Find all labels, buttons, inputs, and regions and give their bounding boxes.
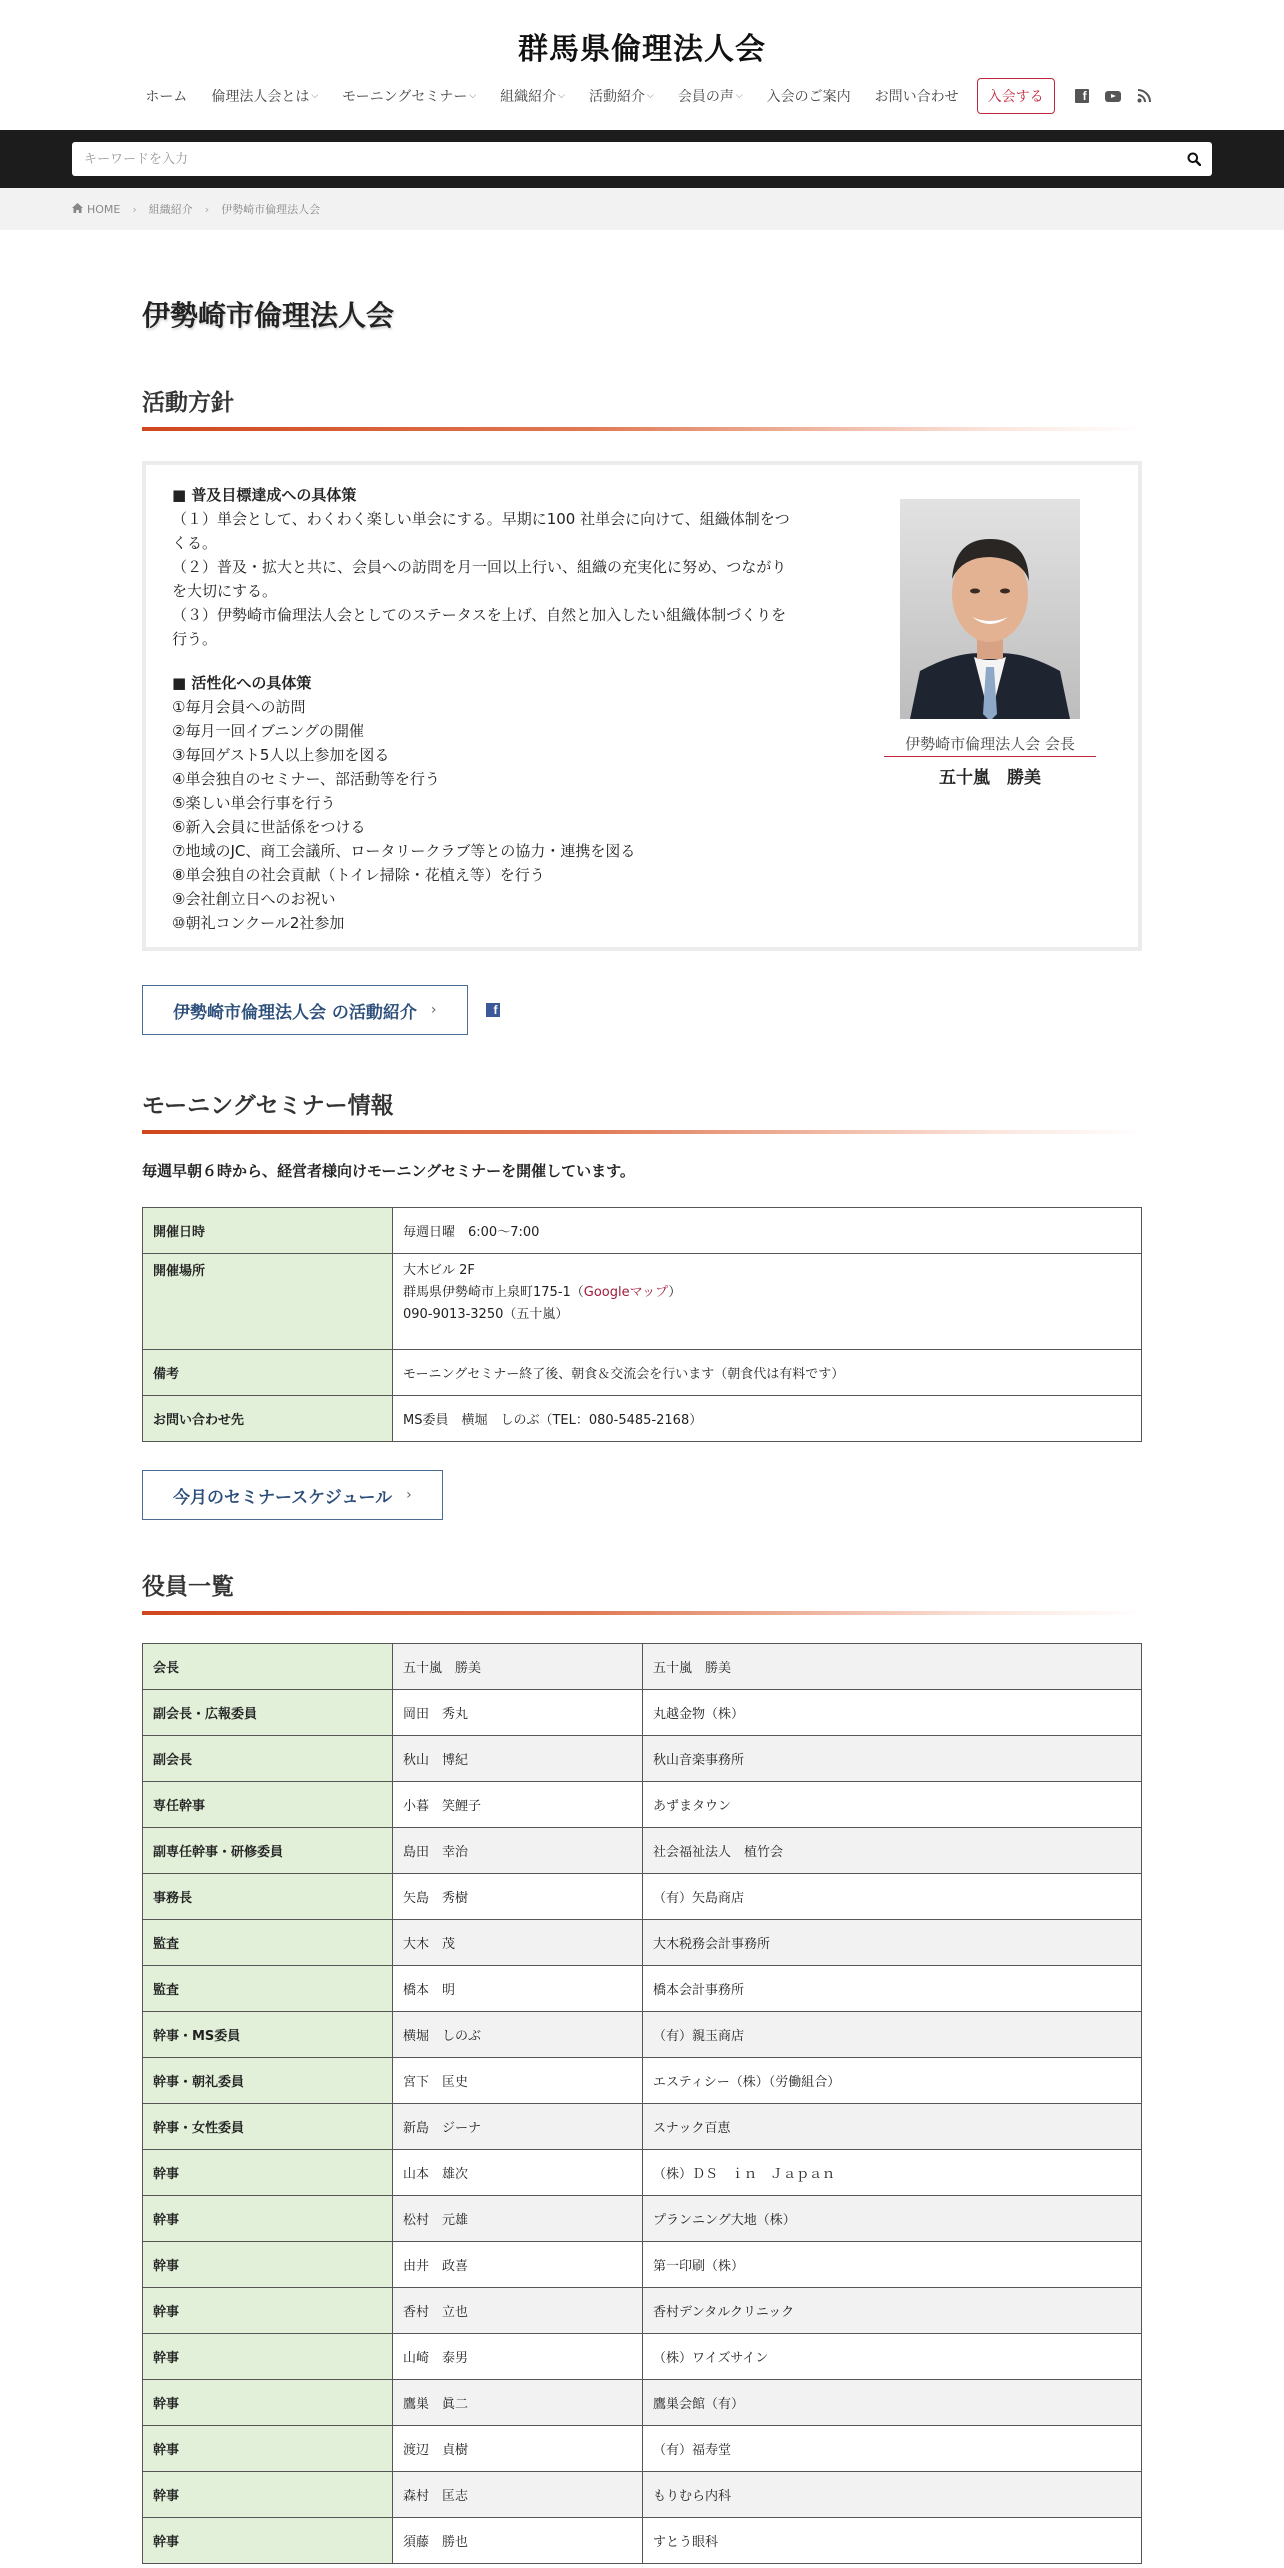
officer-organization: すとう眼科 [643, 2518, 1142, 2564]
nav-item-member-voices[interactable] [666, 86, 755, 106]
activity-link-button[interactable] [142, 985, 468, 1035]
officer-role: 幹事 [143, 2288, 393, 2334]
policy-line: ⑧単会独自の社会貢献（トイレ掃除・花植え等）を行う [172, 866, 545, 884]
table-row [143, 1396, 1142, 1442]
officer-organization: 秋山音楽事務所 [643, 1736, 1142, 1782]
nav-label: ホーム [145, 89, 188, 105]
schedule-row [142, 1470, 1142, 1520]
officer-name: 島田 幸治 [393, 1828, 643, 1874]
chevron-right-icon: › [430, 1002, 437, 1018]
place-line: 群馬県伊勢崎市上泉町175-1（ [403, 1285, 584, 1300]
note-value: モーニングセミナー終了後、朝食＆交流会を行います（朝食代は有料です） [393, 1350, 1142, 1396]
breadcrumb-home[interactable]: HOME [87, 202, 121, 216]
president-photo [900, 499, 1080, 719]
table-row [143, 2288, 1142, 2334]
table-row [143, 2012, 1142, 2058]
officer-name: 渡辺 貞樹 [393, 2426, 643, 2472]
nav-label: モーニングセミナー [342, 89, 468, 105]
officer-organization: （有）矢島商店 [643, 1874, 1142, 1920]
officer-organization: エスティシー（株）（労働組合） [643, 2058, 1142, 2104]
nav-item-morning-seminar[interactable] [330, 86, 488, 106]
officer-name: 秋山 博紀 [393, 1736, 643, 1782]
policy-heading: 活動方針 [142, 384, 1142, 427]
policy-line: 行う。 [172, 630, 218, 648]
policy-line: ③毎回ゲスト5人以上参加を図る [172, 746, 390, 764]
policy-line: ④単会独自のセミナー、部活動等を行う [172, 770, 440, 788]
officer-name: 橋本 明 [393, 1966, 643, 2012]
global-nav [0, 78, 1284, 114]
officer-role: 幹事 [143, 2518, 393, 2564]
officer-organization: 大木税務会計事務所 [643, 1920, 1142, 1966]
officer-organization: （有）親玉商店 [643, 2012, 1142, 2058]
officer-name: 鷹巣 眞二 [393, 2380, 643, 2426]
officer-name: 横堀 しのぶ [393, 2012, 643, 2058]
date-label: 開催日時 [143, 1208, 393, 1254]
officer-name: 小暮 笑鯉子 [393, 1782, 643, 1828]
policy-line: ⑩朝礼コンクール2社参加 [172, 914, 345, 932]
google-map-link[interactable]: Googleマップ [583, 1285, 669, 1300]
social-links [1075, 89, 1151, 103]
date-value: 毎週日曜 6:00～7:00 [393, 1208, 1142, 1254]
officers-heading: 役員一覧 [142, 1568, 1142, 1611]
youtube-icon[interactable] [1105, 91, 1121, 102]
nav-label: 入会のご案内 [766, 89, 851, 105]
officers-table-body [143, 1644, 1142, 2564]
facebook-icon[interactable]: f [486, 1003, 500, 1017]
policy-line: ⑥新入会員に世話係をつける [172, 818, 366, 836]
table-row [143, 2380, 1142, 2426]
home-icon [72, 203, 83, 216]
site-title[interactable]: 群馬県倫理法人会 [518, 32, 766, 67]
table-row [143, 2472, 1142, 2518]
search-input[interactable] [72, 142, 1176, 176]
table-row [143, 1350, 1142, 1396]
place-label: 開催場所 [143, 1254, 393, 1350]
place-line: 090-9013-3250（五十嵐） [403, 1307, 569, 1322]
officer-organization: 香村デンタルクリニック [643, 2288, 1142, 2334]
policy-line: ⑤楽しい単会行事を行う [172, 794, 336, 812]
site-header [0, 0, 1284, 130]
officer-role: 事務長 [143, 1874, 393, 1920]
nav-label: 活動紹介 [589, 89, 645, 105]
activity-button-label: 伊勢崎市倫理法人会 の活動紹介 [173, 1002, 417, 1023]
table-row [143, 1782, 1142, 1828]
officer-role: 幹事 [143, 2334, 393, 2380]
table-row [143, 1644, 1142, 1690]
officer-name: 岡田 秀丸 [393, 1690, 643, 1736]
officer-name: 須藤 勝也 [393, 2518, 643, 2564]
policy-line: ②毎月一回イブニングの開催 [172, 722, 364, 740]
policy-line: くる。 [172, 534, 218, 552]
table-row [143, 1254, 1142, 1350]
table-row [143, 2242, 1142, 2288]
officer-role: 幹事 [143, 2426, 393, 2472]
officer-name: 矢島 秀樹 [393, 1874, 643, 1920]
policy-line: を大切にする。 [172, 582, 278, 600]
nav-label: 倫理法人会とは [211, 89, 310, 105]
officer-role: 監査 [143, 1920, 393, 1966]
schedule-button-label: 今月のセミナースケジュール [173, 1487, 393, 1508]
chevron-down-icon: ⌵ [558, 91, 565, 101]
officer-organization: （有）福寿堂 [643, 2426, 1142, 2472]
chevron-down-icon: ⌵ [647, 91, 654, 101]
chevron-down-icon: ⌵ [469, 91, 477, 101]
officer-role: 副専任幹事・研修委員 [143, 1828, 393, 1874]
officer-name: 大木 茂 [393, 1920, 643, 1966]
seminar-info-table [142, 1207, 1142, 1442]
officer-role: 副会長・広報委員 [143, 1690, 393, 1736]
officer-name: 五十嵐 勝美 [393, 1644, 643, 1690]
policy-box [142, 461, 1142, 951]
facebook-icon[interactable]: f [1075, 89, 1089, 103]
join-button[interactable]: 入会する [977, 78, 1055, 114]
note-label: 備考 [143, 1350, 393, 1396]
officer-organization: プランニング大地（株） [643, 2196, 1142, 2242]
place-line: ） [668, 1285, 682, 1300]
officer-role: 幹事 [143, 2472, 393, 2518]
officer-name: 宮下 匡史 [393, 2058, 643, 2104]
search-button[interactable] [1176, 142, 1212, 176]
officer-organization: （株）ＤＳ ｉｎ Ｊａｐａｎ [643, 2150, 1142, 2196]
table-row [143, 1208, 1142, 1254]
officer-role: 専任幹事 [143, 1782, 393, 1828]
policy-line: ⑨会社創立日へのお祝い [172, 890, 336, 908]
table-row [143, 1966, 1142, 2012]
table-row [143, 1874, 1142, 1920]
chevron-right-icon: › [204, 202, 210, 216]
policy-line: （２）普及・拡大と共に、会員への訪問を月一回以上行い、組織の充実化に努め、つながり [172, 558, 787, 576]
rss-icon[interactable] [1137, 89, 1151, 103]
officer-organization: あずまタウン [643, 1782, 1142, 1828]
officer-role: 幹事・朝礼委員 [143, 2058, 393, 2104]
officer-organization: 第一印刷（株） [643, 2242, 1142, 2288]
officer-organization: スナック百恵 [643, 2104, 1142, 2150]
table-row [143, 2518, 1142, 2564]
officer-name: 香村 立也 [393, 2288, 643, 2334]
policy-section-title: ■ 活性化への具体策 [172, 674, 312, 692]
main-content [142, 230, 1142, 2564]
officer-organization: 五十嵐 勝美 [643, 1644, 1142, 1690]
officer-role: 幹事 [143, 2196, 393, 2242]
policy-line: ①毎月会員への訪問 [172, 698, 306, 716]
chevron-right-icon: › [132, 202, 137, 216]
seminar-schedule-button[interactable] [142, 1470, 443, 1520]
nav-item-contact[interactable] [863, 86, 971, 106]
search-band [0, 130, 1284, 188]
page-title: 伊勢崎市倫理法人会 [142, 299, 395, 332]
officer-organization: 橋本会計事務所 [643, 1966, 1142, 2012]
officer-name: 山本 雄次 [393, 2150, 643, 2196]
officer-role: 幹事 [143, 2380, 393, 2426]
officer-organization: 社会福祉法人 植竹会 [643, 1828, 1142, 1874]
table-row [143, 1690, 1142, 1736]
contact-label: お問い合わせ先 [143, 1396, 393, 1442]
policy-text [172, 483, 832, 935]
chevron-down-icon: ⌵ [735, 91, 743, 101]
officer-role: 幹事 [143, 2150, 393, 2196]
table-row [143, 2426, 1142, 2472]
officer-organization: （株）ワイズサイン [643, 2334, 1142, 2380]
officer-role: 幹事 [143, 2242, 393, 2288]
chevron-right-icon: › [406, 1487, 412, 1503]
president-role: 伊勢崎市倫理法人会 会長 [884, 733, 1096, 757]
table-row [143, 1828, 1142, 1874]
officer-role: 監査 [143, 1966, 393, 2012]
table-row [143, 1920, 1142, 1966]
place-value [393, 1254, 1142, 1350]
search-box [72, 142, 1212, 176]
breadcrumb-current: 伊勢崎市倫理法人会 [221, 203, 321, 216]
nav-label: 会員の声 [677, 89, 734, 105]
president-name: 五十嵐 勝美 [939, 768, 1041, 788]
officer-name: 新島 ジーナ [393, 2104, 643, 2150]
nav-label: お問い合わせ [874, 89, 959, 105]
activity-row [142, 985, 1142, 1035]
policy-line: ⑦地域のJC、商工会議所、ロータリークラブ等との協力・連携を図る [172, 842, 636, 860]
place-address [403, 1282, 1131, 1304]
policy-line: （１）単会として、わくわく楽しい単会にする。早期に100 社単会に向けて、組織体制をつ [172, 510, 790, 528]
policy-section-title: ■ 普及目標達成への具体策 [172, 486, 357, 504]
nav-label: 組織紹介 [500, 89, 557, 105]
officer-name: 松村 元雄 [393, 2196, 643, 2242]
place-line: 大木ビル 2F [403, 1263, 475, 1278]
officer-organization: 丸越金物（株） [643, 1690, 1142, 1736]
table-row [143, 2150, 1142, 2196]
officer-role: 副会長 [143, 1736, 393, 1782]
seminar-heading: モーニングセミナー情報 [142, 1087, 1142, 1130]
officers-table [142, 1643, 1142, 2564]
officer-role: 会長 [143, 1644, 393, 1690]
officer-organization: 鷹巣会館（有） [643, 2380, 1142, 2426]
officer-organization: もりむら内科 [643, 2472, 1142, 2518]
table-row [143, 2104, 1142, 2150]
officer-role: 幹事・MS委員 [143, 2012, 393, 2058]
contact-value: MS委員 横堀 しのぶ（TEL：080-5485-2168） [393, 1396, 1142, 1442]
chevron-down-icon: ⌵ [311, 91, 319, 101]
officer-name: 由井 政喜 [393, 2242, 643, 2288]
president-card [884, 499, 1096, 788]
policy-line: （３）伊勢崎市倫理法人会としてのステータスを上げ、自然と加入したい組織体制づくりを [172, 606, 787, 624]
seminar-lead: 毎週早朝６時から、経営者様向けモーニングセミナーを開催しています。 [142, 1162, 635, 1180]
table-row [143, 2334, 1142, 2380]
search-icon [1187, 152, 1201, 166]
table-row [143, 1736, 1142, 1782]
nav-item-join-guide[interactable] [755, 86, 863, 106]
spacer [172, 651, 832, 671]
table-row [143, 2196, 1142, 2242]
officer-name: 森村 匡志 [393, 2472, 643, 2518]
officer-name: 山崎 泰男 [393, 2334, 643, 2380]
breadcrumb-organization[interactable]: 組織紹介 [148, 203, 193, 216]
breadcrumb [0, 188, 1284, 230]
nav-item-organization[interactable] [488, 86, 577, 106]
officer-role: 幹事・女性委員 [143, 2104, 393, 2150]
nav-item-home[interactable] [133, 86, 199, 106]
nav-item-activities[interactable] [577, 86, 666, 106]
table-row [143, 2058, 1142, 2104]
nav-item-about[interactable] [199, 86, 330, 106]
